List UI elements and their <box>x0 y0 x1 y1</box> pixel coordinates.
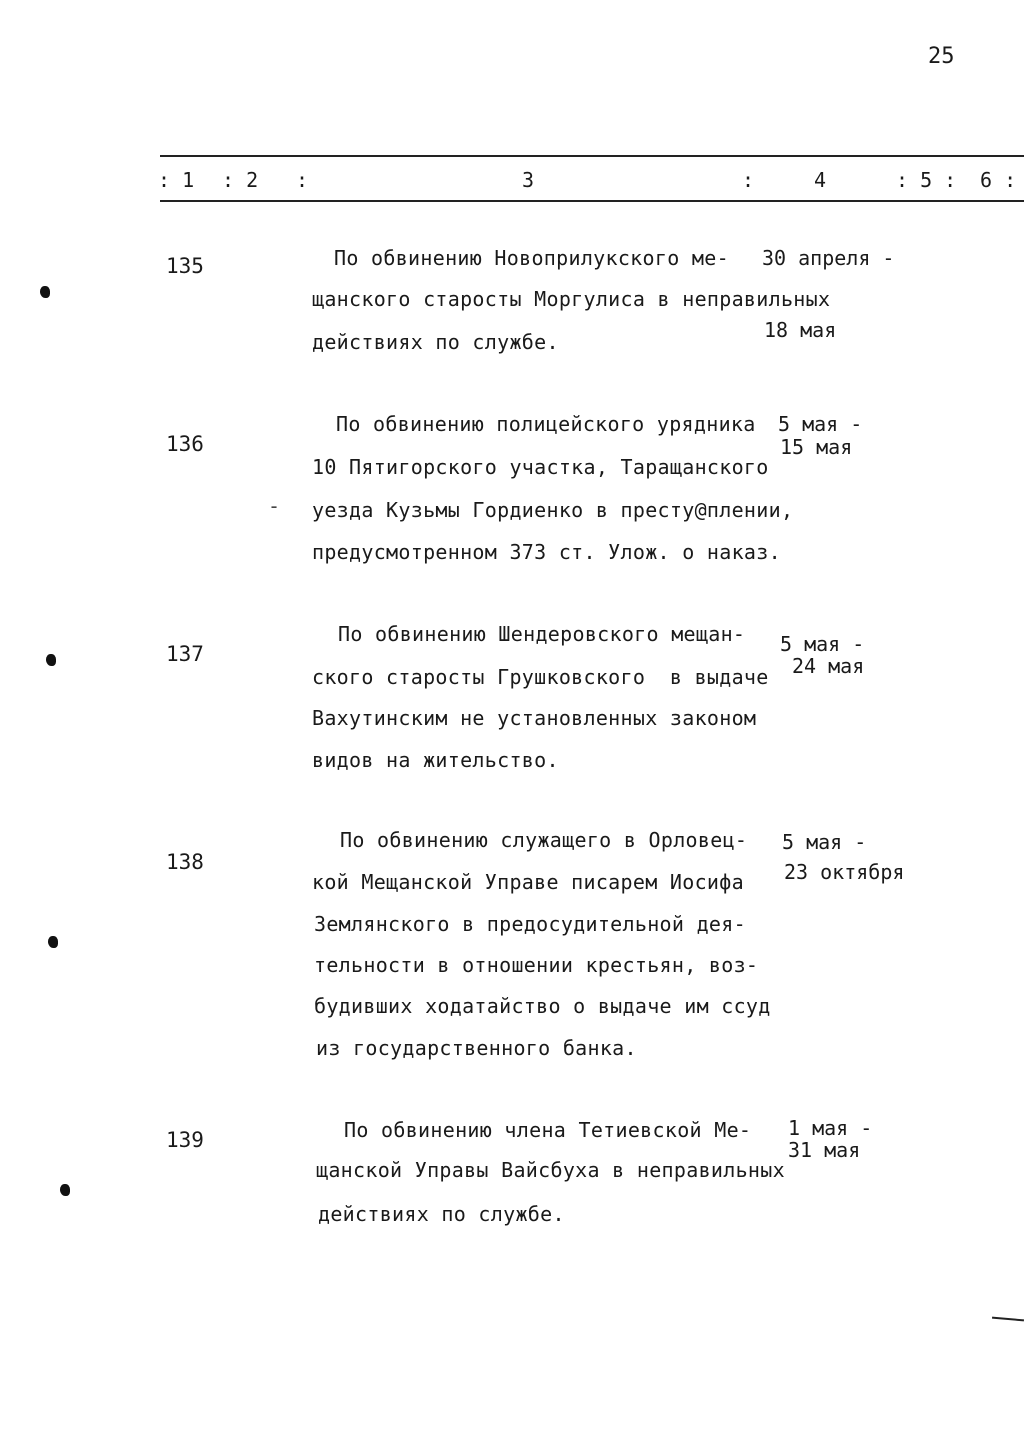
punch-hole-mark <box>48 936 58 948</box>
entry-text-line: предусмотренном 373 ст. Улож. о наказ. <box>312 540 781 564</box>
entry-text-line: щанской Управы Вайсбуха в неправильных <box>316 1158 785 1182</box>
entry-text-line: будивших ходатайство о выдаче им ссуд <box>314 994 771 1018</box>
entry-text-line: 10 Пятигорского участка, Таращанского <box>312 455 769 479</box>
column-header-5: : 5 : <box>896 168 957 192</box>
entry-text-line: уезда Кузьмы Гордиенко в престу@плении, <box>312 498 794 522</box>
date-start: 5 мая - <box>778 412 863 436</box>
date-start: 30 апреля - <box>762 246 895 270</box>
entry-text-line: По обвинению члена Тетиевской Ме- <box>344 1118 752 1142</box>
punch-hole-mark <box>46 654 56 666</box>
stray-mark: - <box>268 494 281 518</box>
entry-text-line: действиях по службе. <box>318 1202 565 1226</box>
entry-text-line: ского старосты Грушковского в выдаче <box>312 665 769 689</box>
entry-number: 138 <box>166 850 204 874</box>
date-end: 23 октября <box>784 860 905 884</box>
entry-text-line: видов на жительство. <box>312 748 559 772</box>
column-header-6: 6 : <box>980 168 1017 192</box>
entry-text-line: кой Мещанской Управе писарем Иосифа <box>312 870 744 894</box>
date-end: 15 мая <box>780 435 853 459</box>
column-header-separator: : <box>742 168 755 192</box>
entry-number: 136 <box>166 432 204 456</box>
entry-text-line: тельности в отношении крестьян, воз- <box>314 953 759 977</box>
column-header-separator: : <box>296 168 309 192</box>
date-end: 24 мая <box>792 654 865 678</box>
date-end: 31 мая <box>788 1138 861 1162</box>
entry-number: 135 <box>166 254 204 278</box>
punch-hole-mark <box>40 286 50 298</box>
stray-line-mark <box>992 1317 1024 1322</box>
page-number: 25 <box>928 44 955 69</box>
entry-number: 137 <box>166 642 204 666</box>
table-header-top-rule <box>160 155 1024 157</box>
column-header-3: 3 <box>522 168 535 192</box>
entry-text-line: из государственного банка. <box>316 1036 637 1060</box>
entry-text-line: По обвинению служащего в Орловец- <box>340 828 748 852</box>
entry-text-line: По обвинению полицейского урядника <box>336 412 756 436</box>
date-start: 5 мая - <box>782 830 867 854</box>
column-header-1: : 1 <box>158 168 195 192</box>
date-start: 5 мая - <box>780 632 865 656</box>
column-header-2: : 2 <box>222 168 259 192</box>
date-end: 18 мая <box>764 318 837 342</box>
punch-hole-mark <box>60 1184 70 1196</box>
entry-text-line: Вахутинским не установленных законом <box>312 706 757 730</box>
entry-number: 139 <box>166 1128 204 1152</box>
entry-text-line: По обвинению Новоприлукского ме- <box>334 246 729 270</box>
entry-text-line: По обвинению Шендеровского мещан- <box>338 622 746 646</box>
entry-text-line: действиях по службе. <box>312 330 559 354</box>
table-header-bottom-rule <box>160 200 1024 202</box>
entry-text-line: щанского старосты Моргулиса в неправильных <box>312 287 831 311</box>
date-start: 1 мая - <box>788 1116 873 1140</box>
column-header-4: 4 <box>814 168 827 192</box>
entry-text-line: Землянского в предосудительной дея- <box>314 912 746 936</box>
